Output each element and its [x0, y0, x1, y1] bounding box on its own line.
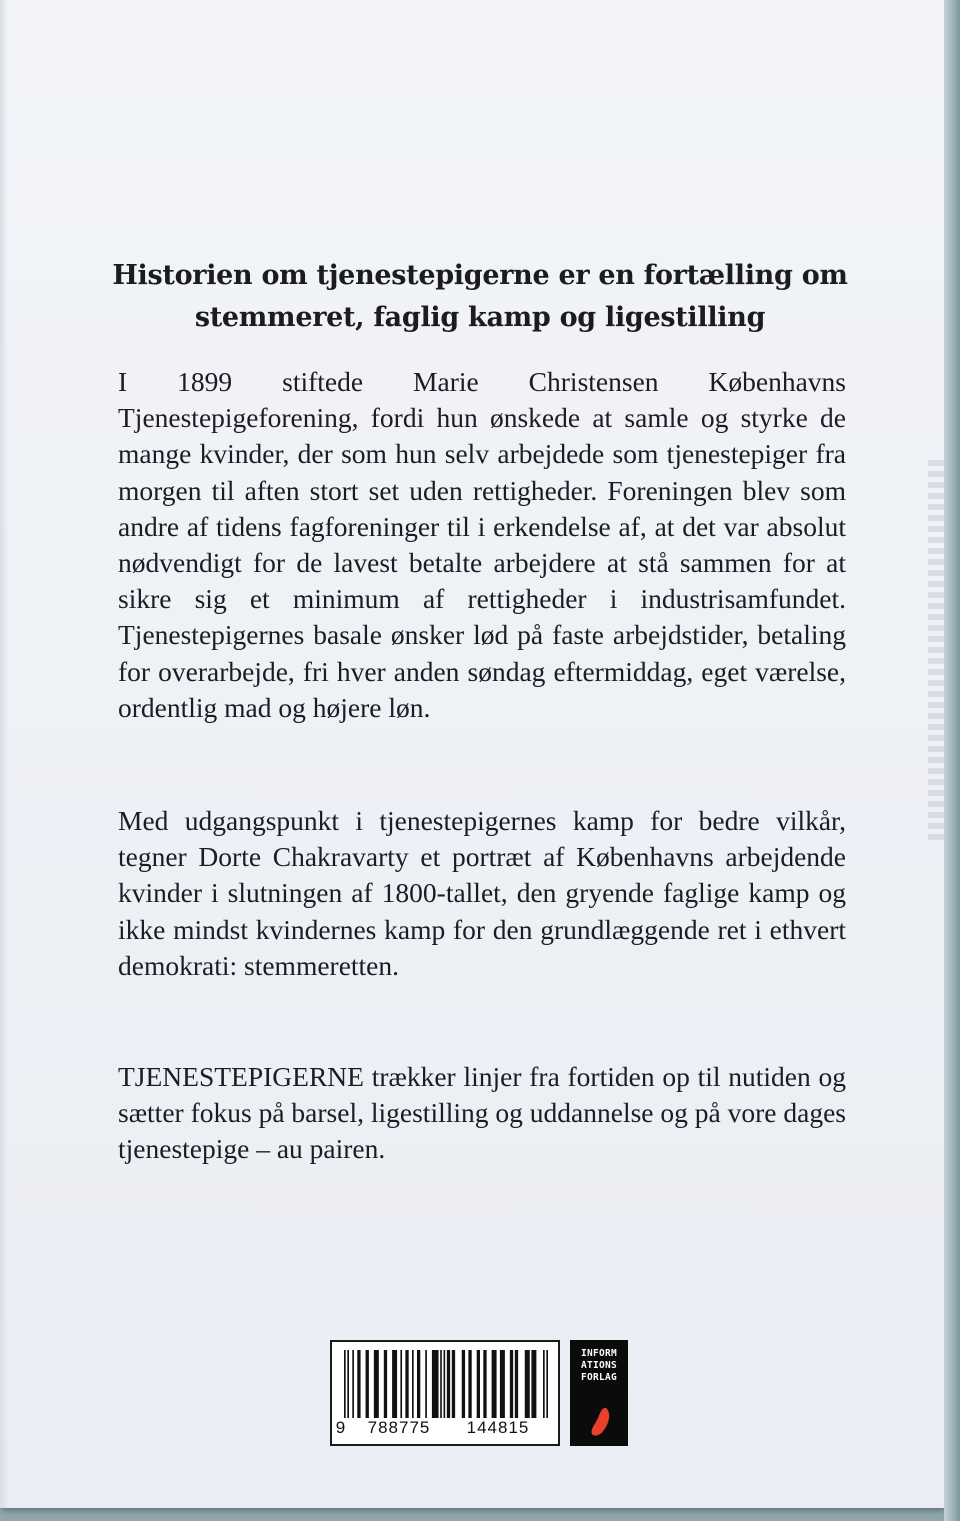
- publisher-logo: [570, 1340, 628, 1446]
- barcode-bar: [543, 1350, 545, 1418]
- barcode-bar: [444, 1350, 446, 1418]
- isbn-barcode: [330, 1340, 560, 1446]
- barcode-bar: [374, 1350, 379, 1418]
- paragraph-1: I 1899 stiftede Marie Christensen Københavns Tjenestepigeforening, fordi hun ønskede at samle og styrke de mange kvinder, der som hun selv arbejdede som tjenestepiger fra morgen til aften stort set uden rettigheder. Foreningen blev som andre af tidens fagforeninger til i erkendelse af, at det var absolut nødvendigt for de lavest betalte arbejdere at stå sammen for at sikre sig et minimum af rettigheder i industrisamfundet. Tjenestepigernes basale ønsker lød på faste arbejdstider, betaling for overarbejde, fri hver anden søndag eftermiddag, eget værelse, ordentlig mad og højere løn.: [118, 366, 846, 723]
- barcode-bar: [462, 1350, 465, 1418]
- barcode-first-digit: 9: [335, 1418, 347, 1437]
- barcode-bar: [468, 1350, 471, 1418]
- barcode-bar: [531, 1350, 536, 1418]
- barcode-bar: [452, 1350, 455, 1418]
- barcode-bar: [525, 1350, 530, 1418]
- barcode-bar: [546, 1350, 548, 1418]
- barcode-number: [332, 1418, 558, 1438]
- barcode-bar: [515, 1350, 518, 1418]
- barcode-bar: [352, 1350, 354, 1418]
- barcode-bar: [447, 1350, 450, 1418]
- book-spine-edge: [944, 0, 960, 1521]
- barcode-bar: [440, 1350, 442, 1418]
- publisher-name: INFORM ATIONS FORLAG: [580, 1348, 618, 1383]
- barcode-bar: [425, 1350, 427, 1418]
- barcode-bar: [400, 1350, 402, 1418]
- barcode-group-1: 788775: [367, 1418, 431, 1437]
- barcode-group-2: 144815: [466, 1418, 530, 1437]
- paragraph-3: TJENESTEPIGERNE trækker linjer fra fortiden op til nutiden og sætter fokus på barsel, ligestilling og uddannelse og på vore dages tjenestepige – au pairen.: [118, 1061, 846, 1165]
- barcode-bar: [477, 1350, 480, 1418]
- barcode-bar: [432, 1350, 439, 1418]
- barcode-bar: [483, 1350, 486, 1418]
- publisher-mark-icon: [590, 1406, 612, 1438]
- barcode-bar: [405, 1350, 408, 1418]
- headline: Historien om tjenestepigerne er en fortælling om stemmeret, faglig kamp og ligestilling: [112, 260, 848, 333]
- barcode-bar: [357, 1350, 360, 1418]
- barcode-bar: [500, 1350, 505, 1418]
- barcode-bars: [344, 1350, 548, 1418]
- barcode-bar: [510, 1350, 513, 1418]
- barcode-bar: [417, 1350, 420, 1418]
- barcode-bar: [392, 1350, 397, 1418]
- barcode-bar: [412, 1350, 414, 1418]
- barcode-bar: [347, 1350, 349, 1418]
- barcode-bar: [344, 1350, 346, 1418]
- paragraph-2: Med udgangspunkt i tjenestepigernes kamp for bedre vilkår, tegner Dorte Chakravarty et portræt af Københavns arbejdende kvinder i slutningen af 1800-tallet, den gryende faglige kamp og ikke mindst kvindernes kamp for den grundlæggende ret i ethvert demokrati: stemmeretten.: [118, 805, 846, 981]
- barcode-bar: [384, 1350, 387, 1418]
- barcode-bar: [366, 1350, 369, 1418]
- barcode-bar: [492, 1350, 497, 1418]
